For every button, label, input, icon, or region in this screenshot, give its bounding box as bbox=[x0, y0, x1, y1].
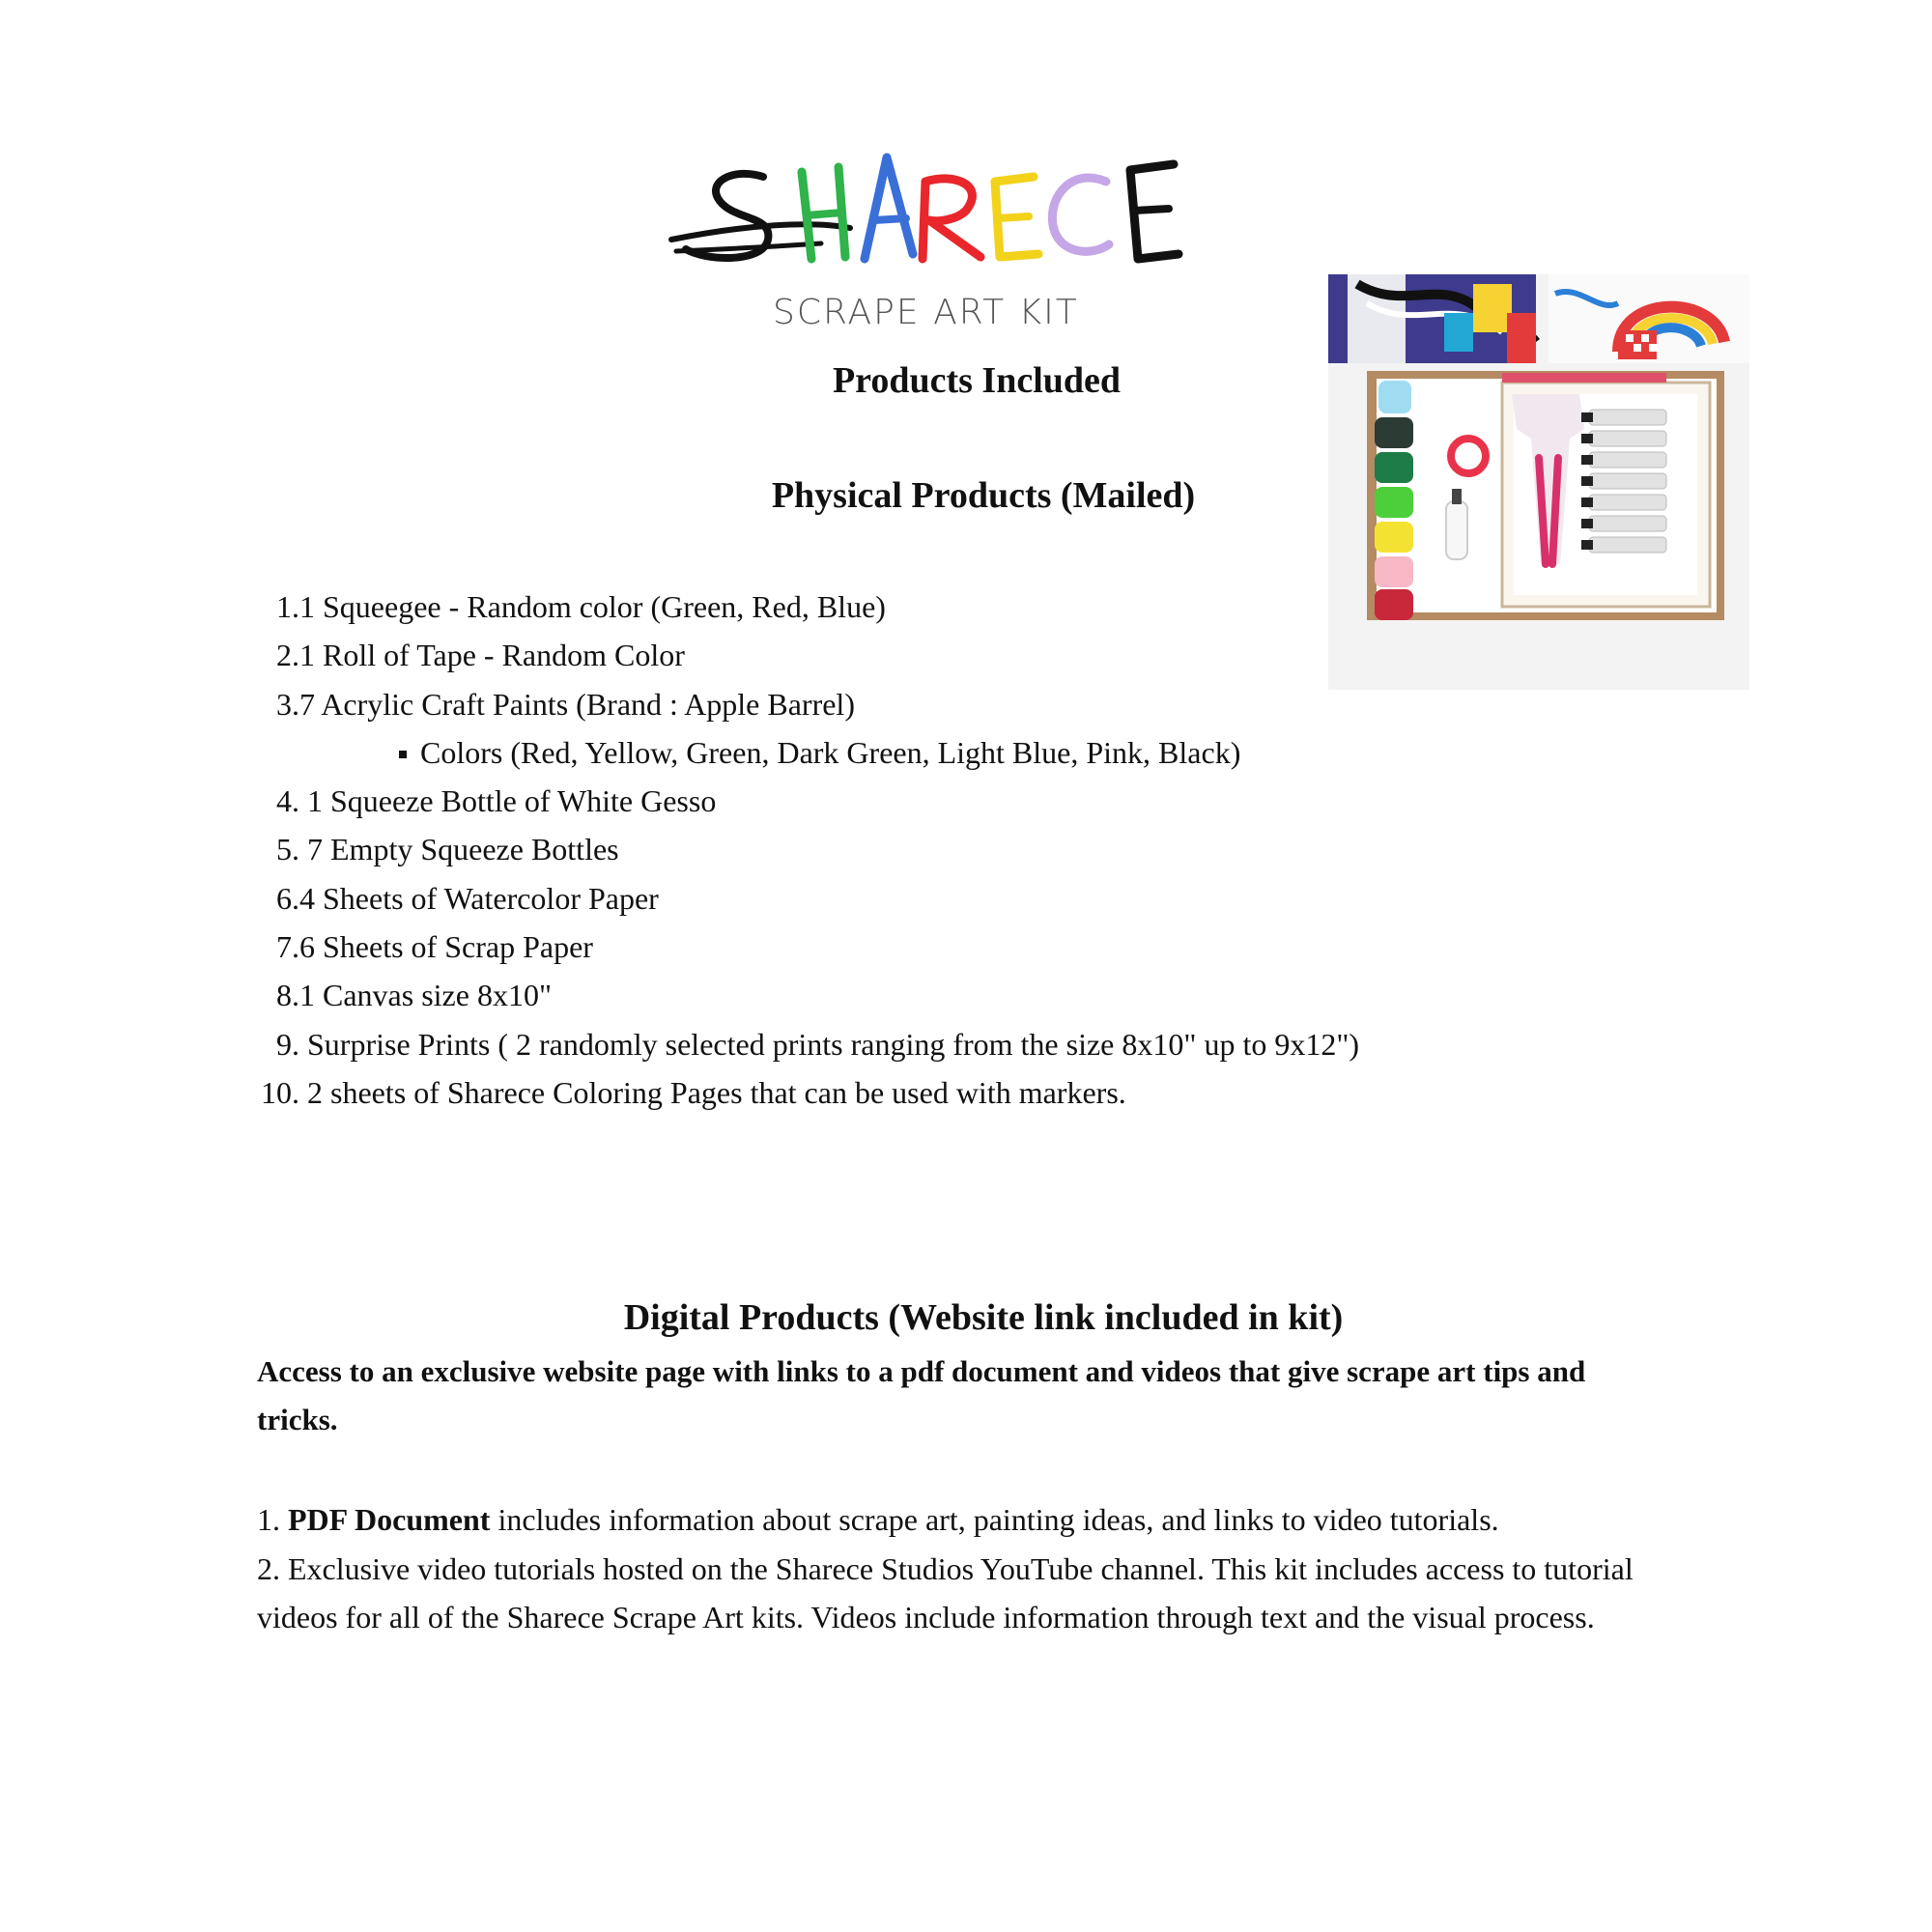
list-item: 8.1 Canvas size 8x10" bbox=[276, 978, 553, 1013]
digital-products-list bbox=[257, 1495, 1687, 1642]
list-item: 4. 1 Squeeze Bottle of White Gesso bbox=[276, 783, 717, 819]
list-item: 6.4 Sheets of Watercolor Paper bbox=[276, 880, 659, 916]
list-item: 7.6 Sheets of Scrap Paper bbox=[276, 929, 593, 965]
sharece-logo bbox=[667, 143, 1208, 288]
physical-products-list bbox=[261, 587, 1507, 1122]
bullet-icon bbox=[399, 751, 407, 758]
list-item: 1.1 Squeegee - Random color (Green, Red, Blue) bbox=[276, 589, 886, 624]
digital-products-heading: Digital Products (Website link included in kit) bbox=[623, 1297, 1344, 1338]
list-item: 3.7 Acrylic Craft Paints (Brand : Apple Barrel) bbox=[276, 686, 855, 722]
list-item: 5. 7 Empty Squeeze Bottles bbox=[276, 832, 619, 867]
kit-subtitle: SCRAPE ART KIT bbox=[773, 293, 1079, 332]
digital-access-description: Access to an exclusive website page with links to a pdf document and videos that give scrape art tips and tricks. bbox=[257, 1354, 1586, 1436]
list-item: 10. 2 sheets of Sharece Coloring Pages that can be used with markers. bbox=[261, 1074, 1126, 1110]
list-item: 1. PDF Document includes information about scrape art, painting ideas, and links to video tutorials. bbox=[257, 1502, 1499, 1537]
list-item: 2. Exclusive video tutorials hosted on the Sharece Studios YouTube channel. This kit includes access to tutorial videos for all of the Sharece Scrape Art kits. Videos include information through text and the visual process. bbox=[257, 1550, 1634, 1634]
page-title: Products Included bbox=[832, 360, 1122, 401]
list-subitem: Colors (Red, Yellow, Green, Dark Green, Light Blue, Pink, Black) bbox=[270, 733, 1507, 781]
list-item: 2.1 Roll of Tape - Random Color bbox=[276, 638, 685, 673]
physical-products-heading: Physical Products (Mailed) bbox=[771, 475, 1196, 516]
list-item: 9. Surprise Prints ( 2 randomly selected prints ranging from the size 8x10" up to 9x12") bbox=[276, 1026, 1360, 1062]
